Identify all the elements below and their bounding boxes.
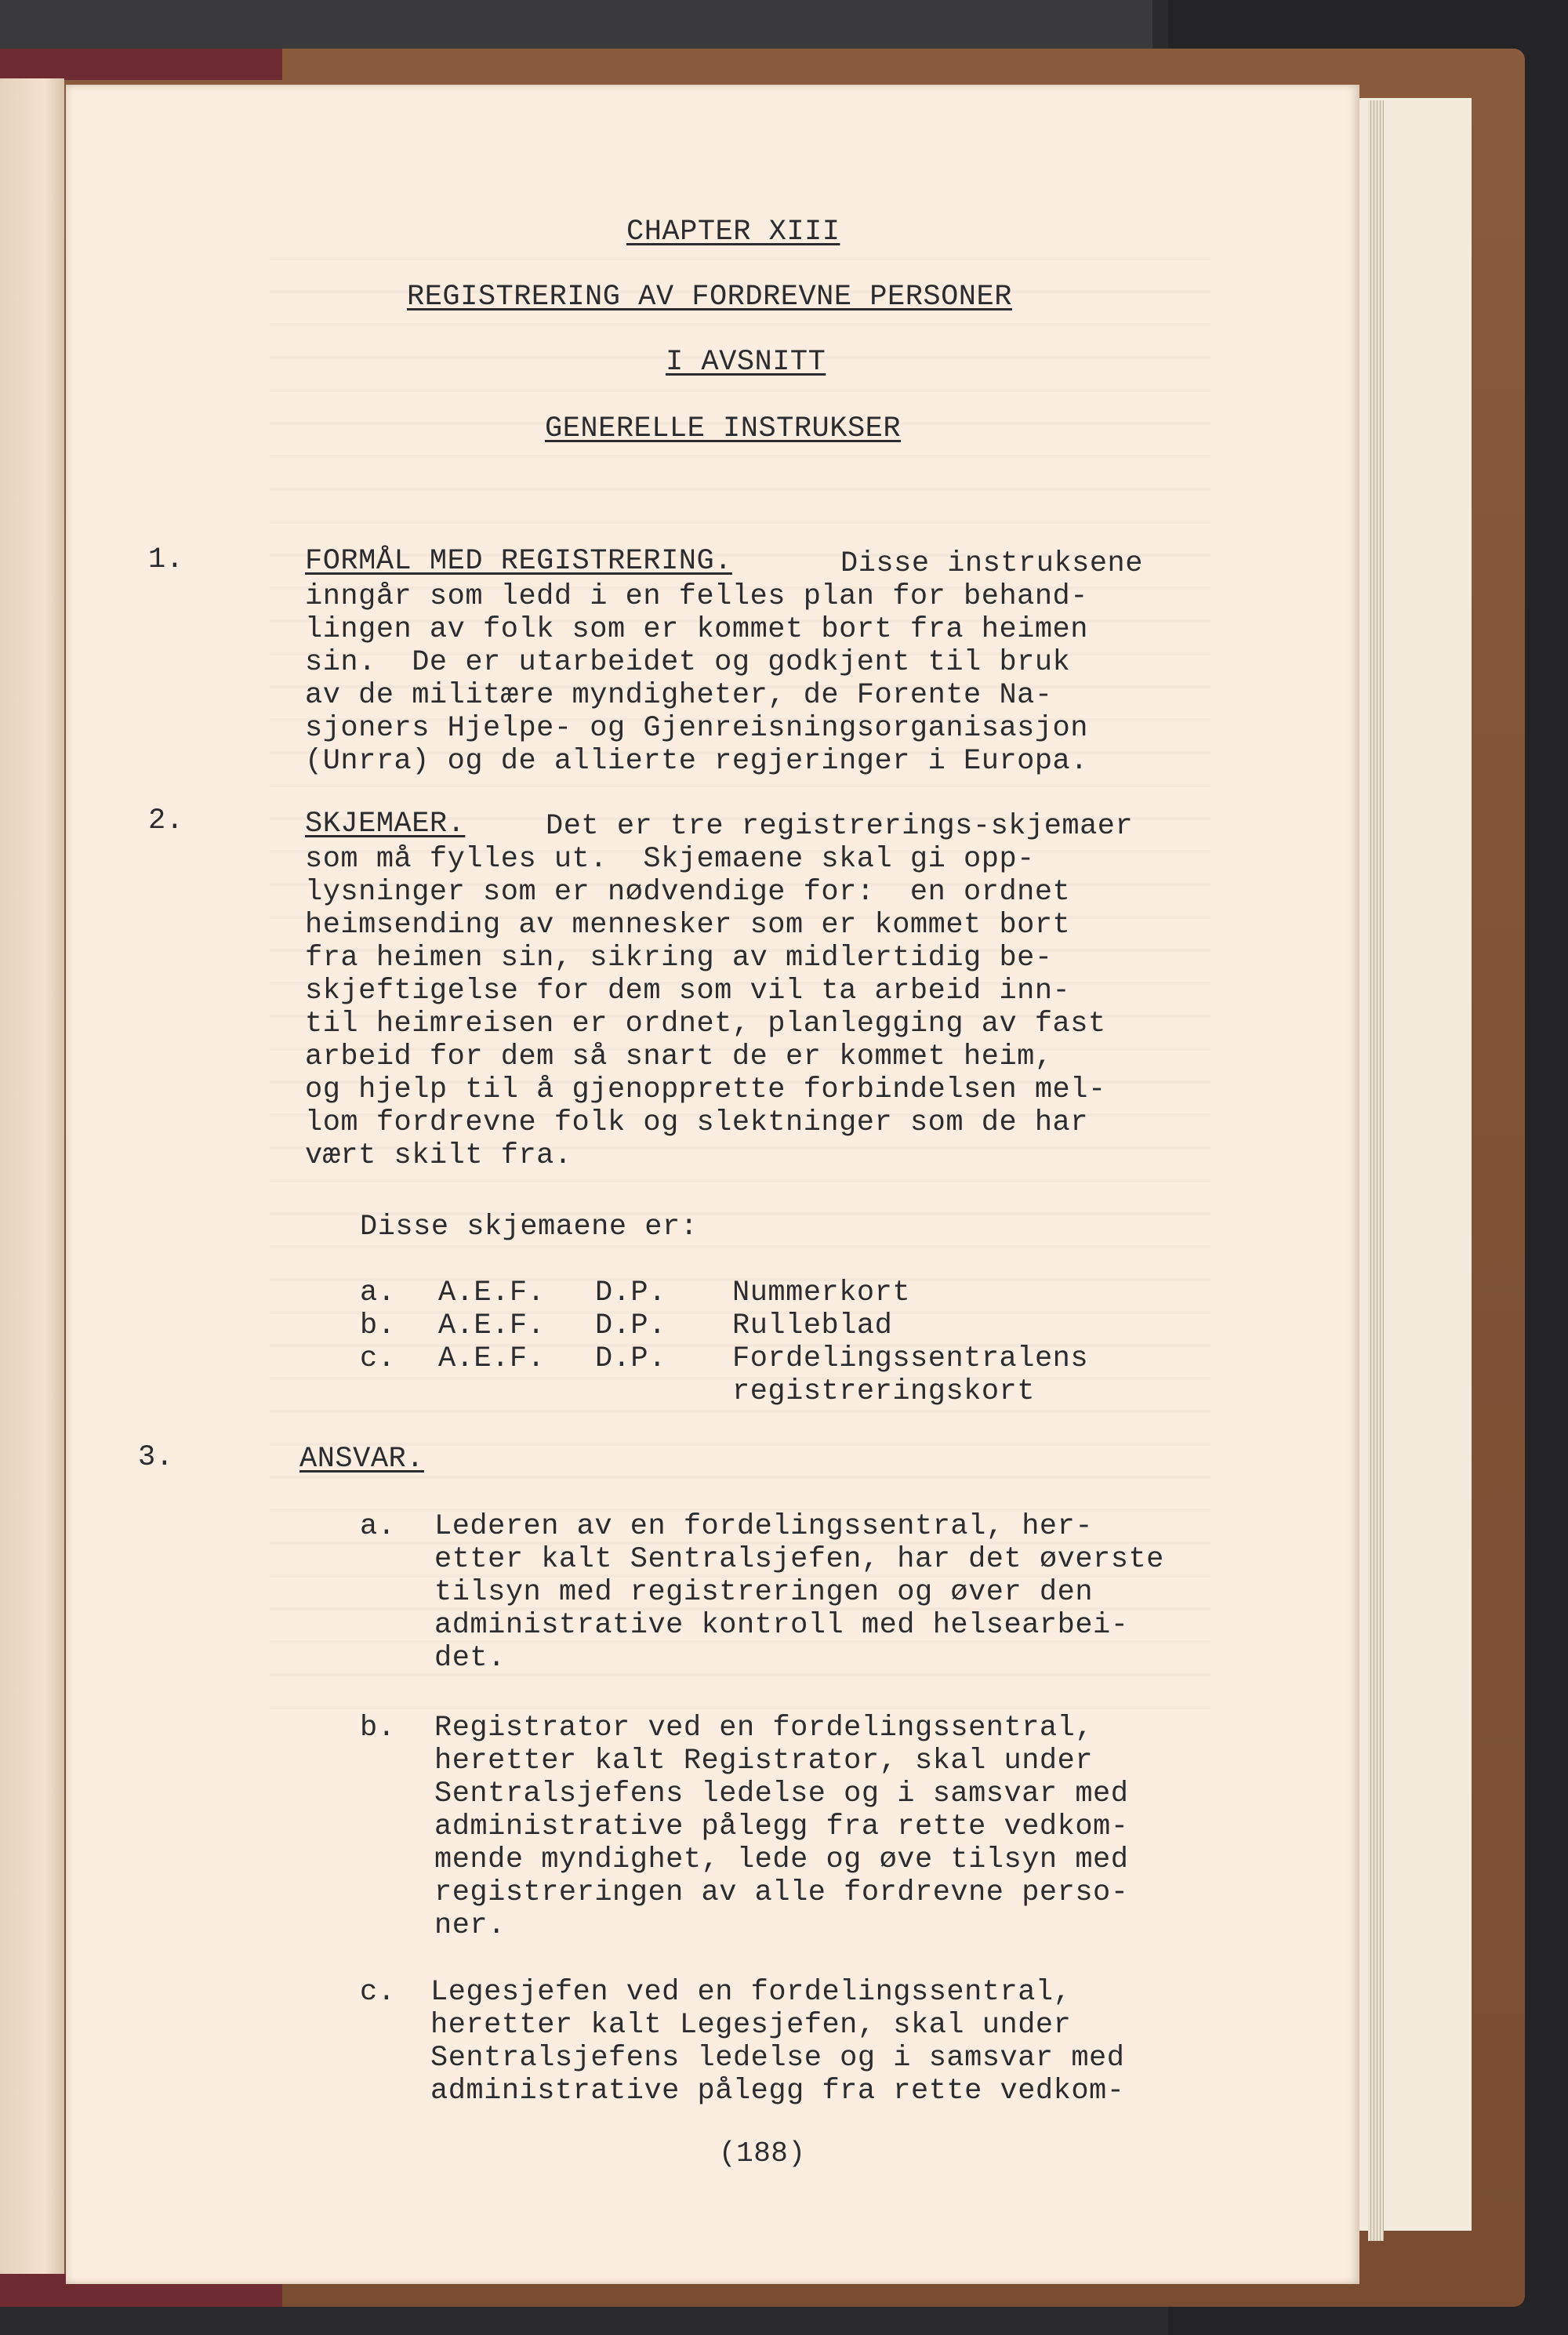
paragraph-line: det. [434,1642,506,1675]
section-heading-3: ANSVAR. [299,1443,424,1476]
paragraph-line: sjoners Hjelpe- og Gjenreisningsorganisasjon [305,712,1088,745]
document-page [66,85,1359,2284]
paragraph-line: Disse instruksene [840,547,1143,580]
paragraph-line: lingen av folk som er kommet bort fra heimen [305,613,1088,646]
form-letter: a. [360,1276,396,1309]
paragraph-line: tilsyn med registreringen og øver den [434,1576,1094,1609]
paragraph-line: Det er tre registrerings-skjemaer [546,810,1134,843]
paragraph-line: og hjelp til å gjenopprette forbindelsen mel- [305,1073,1106,1106]
cover-spine-top [0,49,282,80]
page-edges [1368,100,1384,2241]
paragraph-line: heimsending av mennesker som er kommet bort [305,909,1071,942]
paragraph-line: arbeid for dem så snart de er kommet heim, [305,1040,1053,1073]
scan-background-top [0,0,1152,49]
paragraph-line: (Unrra) og de allierte regjeringer i Europa. [305,745,1088,778]
paragraph-line: sin. De er utarbeidet og godkjent til bruk [305,646,1071,679]
paragraph-line: administrative pålegg fra rette vedkom- [434,1810,1129,1843]
item-letter: c. [360,1976,396,2009]
form-name: Fordelingssentralens [732,1342,1089,1375]
paragraph-line: av de militære myndigheter, de Forente Na- [305,679,1053,712]
section-heading-1: FORMÅL MED REGISTRERING. [305,545,732,578]
form-letter: c. [360,1342,396,1375]
paragraph-line: Registrator ved en fordelingssentral, [434,1712,1094,1745]
paragraph-line: inngår som ledd i en felles plan for behand- [305,580,1088,613]
paragraph-line: administrative pålegg fra rette vedkom- [430,2075,1125,2108]
paragraph-line: skjeftigelse for dem som vil ta arbeid inn- [305,975,1071,1008]
paragraph-line: Sentralsjefens ledelse og i samsvar med [434,1778,1129,1810]
form-name: Nummerkort [732,1276,911,1309]
form-dp: D.P. [595,1309,666,1342]
form-code: A.E.F. [438,1276,546,1309]
paragraph-line: administrative kontroll med helsearbei- [434,1609,1129,1642]
paragraph-line: fra heimen sin, sikring av midlertidig be- [305,942,1053,975]
section-heading: I AVSNITT [666,346,826,379]
form-letter: b. [360,1309,396,1342]
section-heading-2: SKJEMAER. [305,808,466,841]
facing-page-edge [0,78,64,2274]
document-title: REGISTRERING AV FORDREVNE PERSONER [407,281,1012,314]
paragraph-line: heretter kalt Registrator, skal under [434,1745,1094,1778]
paragraph-line: heretter kalt Legesjefen, skal under [430,2009,1072,2042]
form-name: Rulleblad [732,1309,893,1342]
form-code: A.E.F. [438,1309,546,1342]
form-code: A.E.F. [438,1342,546,1375]
paragraph-line: Lederen av en fordelingssentral, her- [434,1510,1094,1543]
form-dp: D.P. [595,1276,666,1309]
paragraph-line: registreringen av alle fordrevne perso- [434,1876,1129,1909]
paragraph-line: som må fylles ut. Skjemaene skal gi opp- [305,843,1035,876]
section-number: 3. [138,1441,174,1474]
form-name: registreringskort [732,1375,1035,1408]
page-stack [1348,98,1472,2231]
paragraph-line: mende myndighet, lede og øve tilsyn med [434,1843,1129,1876]
section-number: 2. [148,804,184,837]
item-letter: a. [360,1510,396,1543]
paragraph-line: lom fordrevne folk og slektninger som de har [305,1106,1088,1139]
forms-intro: Disse skjemaene er: [360,1211,699,1244]
paragraph-line: til heimreisen er ordnet, planlegging av fast [305,1008,1106,1040]
section-number: 1. [148,543,184,576]
paragraph-line: lysninger som er nødvendige for: en ordnet [305,876,1071,909]
subtitle-heading: GENERELLE INSTRUKSER [545,412,902,445]
form-dp: D.P. [595,1342,666,1375]
paragraph-line: ner. [434,1909,506,1942]
paragraph-line: etter kalt Sentralsjefen, har det øverste [434,1543,1164,1576]
chapter-heading: CHAPTER XIII [626,216,840,249]
item-letter: b. [360,1712,396,1745]
paragraph-line: Legesjefen ved en fordelingssentral, [430,1976,1072,2009]
paragraph-line: vært skilt fra. [305,1139,572,1172]
paragraph-line: Sentralsjefens ledelse og i samsvar med [430,2042,1125,2075]
page-number: (188) [719,2137,806,2170]
